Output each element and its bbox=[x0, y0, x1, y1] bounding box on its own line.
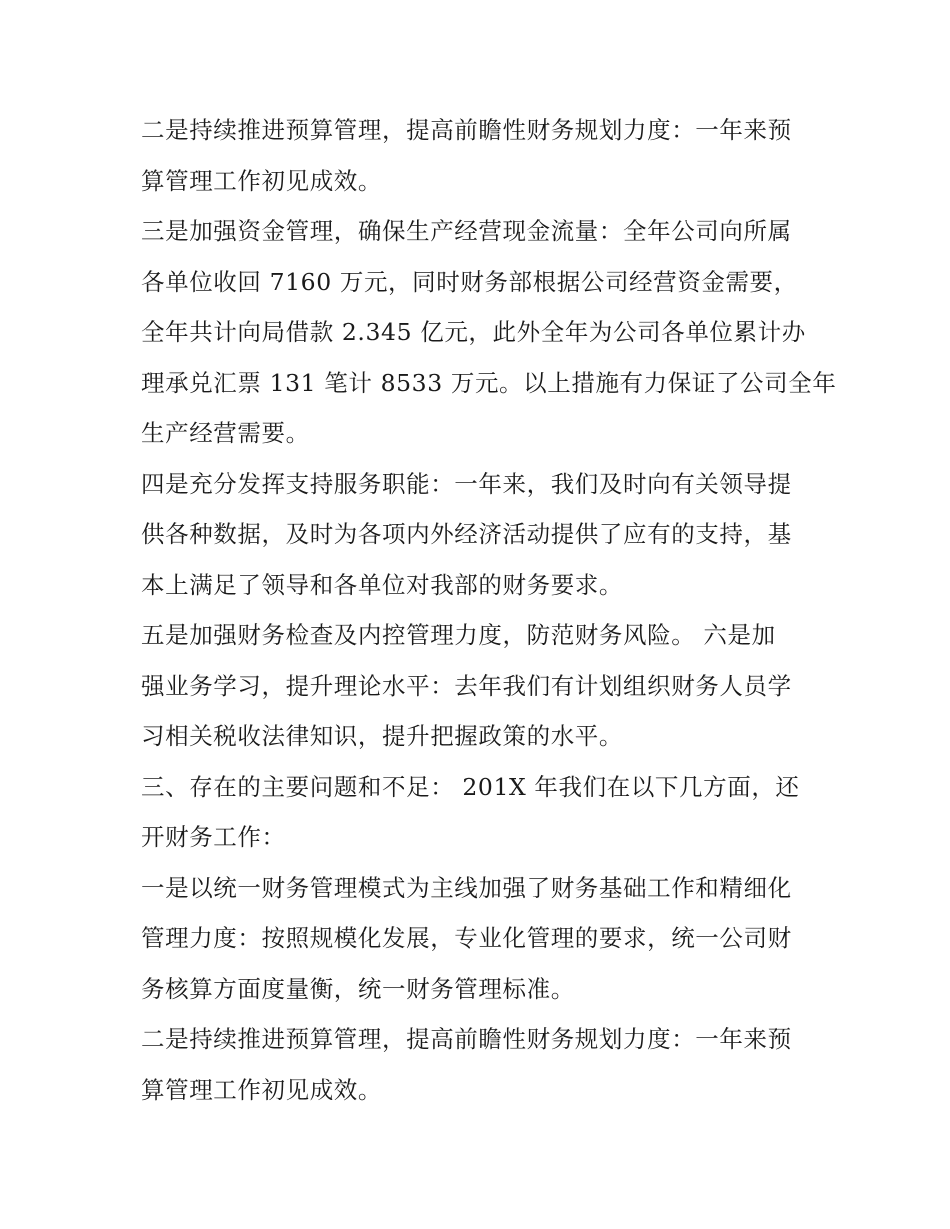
text-line: 管理力度：按照规模化发展，专业化管理的要求，统一公司财 bbox=[141, 924, 792, 952]
text-line: 五是加强财务检查及内控管理力度，防范财务风险。 六是加 bbox=[141, 621, 776, 649]
text-line: 三、存在的主要问题和不足： 201X 年我们在以下几方面，还 bbox=[141, 772, 800, 801]
text-line: 全年共计向局借款 2.345 亿元，此外全年为公司各单位累计办 bbox=[141, 318, 806, 346]
text-line: 务核算方面度量衡，统一财务管理标准。 bbox=[141, 974, 575, 1003]
document-body bbox=[141, 107, 837, 1117]
text-line: 算管理工作初见成效。 bbox=[141, 1075, 382, 1104]
text-line: 习相关税收法律知识，提升把握政策的水平。 bbox=[141, 722, 623, 750]
text-line: 开财务工作： bbox=[141, 823, 286, 851]
text-line: 强业务学习，提升理论水平：去年我们有计划组织财务人员学 bbox=[141, 671, 792, 700]
text-line: 算管理工作初见成效。 bbox=[141, 166, 382, 195]
text-line: 理承兑汇票 131 笔计 8533 万元。以上措施有力保证了公司全年 bbox=[141, 368, 837, 397]
text-line: 供各种数据，及时为各项内外经济活动提供了应有的支持，基 bbox=[141, 520, 792, 548]
text-line: 本上满足了领导和各单位对我部的财务要求。 bbox=[141, 570, 623, 599]
text-line: 三是加强资金管理，确保生产经营现金流量：全年公司向所属 bbox=[141, 217, 792, 245]
text-line: 生产经营需要。 bbox=[141, 419, 310, 447]
text-line: 二是持续推进预算管理，提高前瞻性财务规划力度：一年来预 bbox=[141, 116, 792, 144]
text-line: 四是充分发挥支持服务职能：一年来，我们及时向有关领导提 bbox=[141, 469, 792, 498]
text-line: 一是以统一财务管理模式为主线加强了财务基础工作和精细化 bbox=[141, 873, 792, 902]
text-line: 各单位收回 7160 万元，同时财务部根据公司经营资金需要， bbox=[141, 267, 798, 296]
text-line: 二是持续推进预算管理，提高前瞻性财务规划力度：一年来预 bbox=[141, 1025, 792, 1053]
